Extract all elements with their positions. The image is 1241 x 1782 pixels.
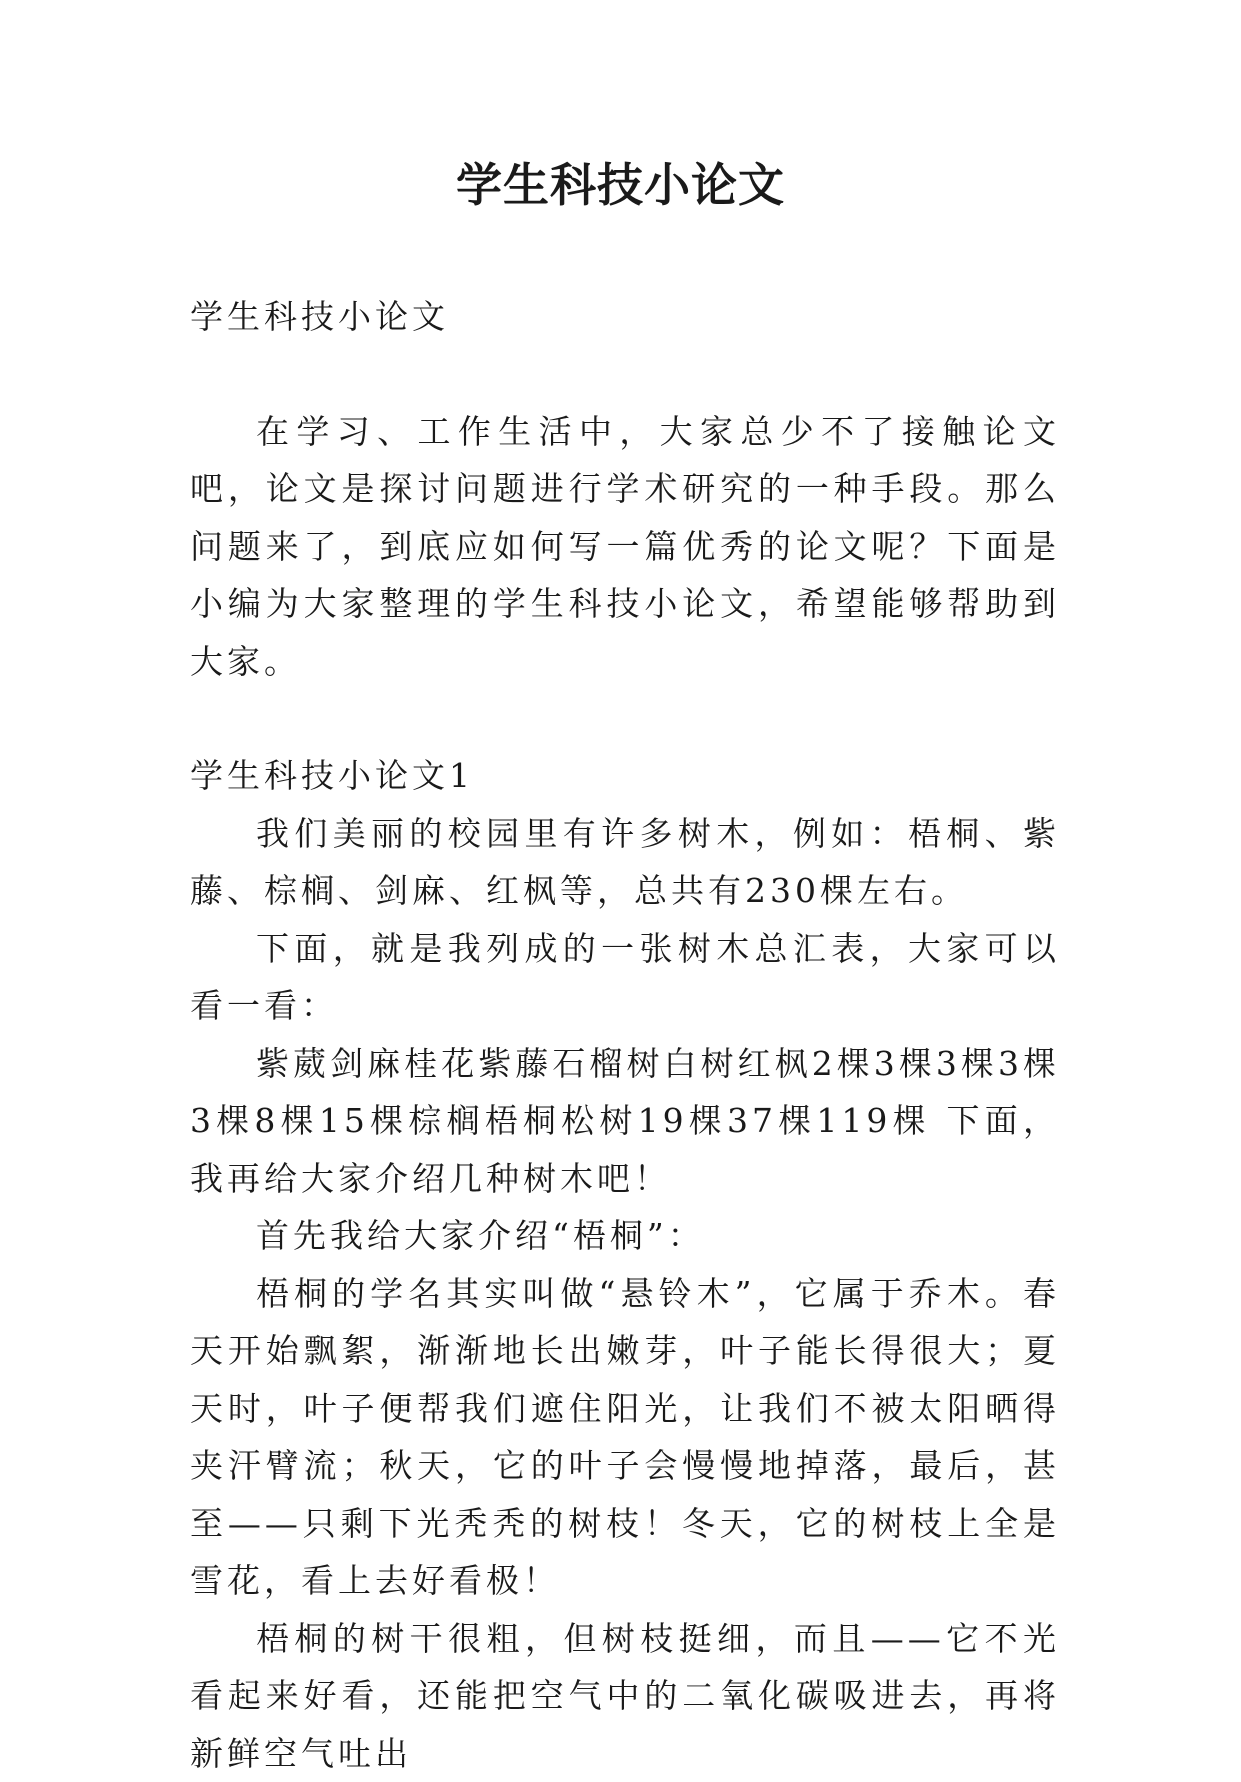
body-paragraph: 首先我给大家介绍“梧桐”： (190, 1207, 1060, 1265)
body-paragraph: 梧桐的树干很粗，但树枝挺细，而且——它不光看起来好看，还能把空气中的二氧化碳吸进去，再将新鲜空气吐出 (190, 1610, 1060, 1782)
body-paragraph: 梧桐的学名其实叫做“悬铃木”，它属于乔木。春天开始飘絮，渐渐地长出嫩芽，叶子能长得很大；夏天时，叶子便帮我们遮住阳光，让我们不被太阳晒得夹汗臂流；秋天，它的叶子会慢慢地掉落，最后，甚至——只剩下光秃秃的树枝！冬天，它的树枝上全是雪花，看上去好看极！ (190, 1265, 1060, 1610)
body-paragraph: 下面，就是我列成的一张树木总汇表，大家可以看一看： (190, 920, 1060, 1035)
intro-paragraph: 在学习、工作生活中，大家总少不了接触论文吧，论文是探讨问题进行学术研究的一种手段。那么问题来了，到底应如何写一篇优秀的论文呢？下面是小编为大家整理的学生科技小论文，希望能够帮助到大家。 (190, 403, 1060, 691)
document-body (190, 288, 1060, 1782)
section-heading: 学生科技小论文1 (190, 747, 1060, 805)
spacer (190, 690, 1060, 747)
spacer (190, 346, 1060, 403)
document-subtitle: 学生科技小论文 (190, 288, 1060, 346)
body-paragraph: 我们美丽的校园里有许多树木，例如：梧桐、紫藤、棕榈、剑麻、红枫等，总共有230棵左右。 (190, 805, 1060, 920)
document-title: 学生科技小论文 (0, 150, 1241, 220)
tree-table-text: 紫葳剑麻桂花紫藤石榴树白树红枫2棵3棵3棵3棵3棵8棵15棵棕榈梧桐松树19棵37棵119棵 下面，我再给大家介绍几种树木吧！ (190, 1035, 1060, 1208)
